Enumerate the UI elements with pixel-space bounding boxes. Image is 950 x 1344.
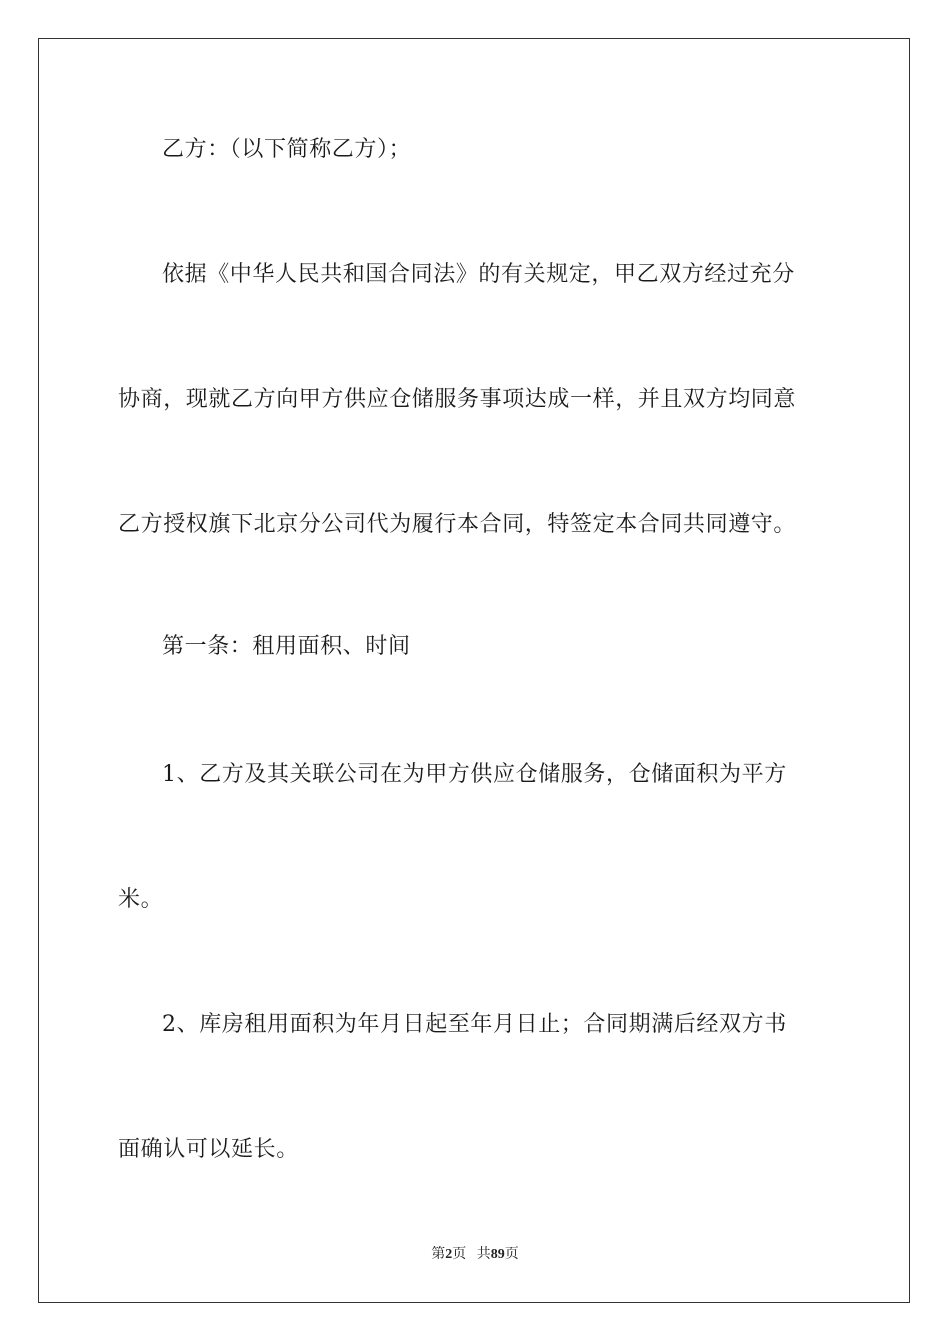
total-prefix: 共: [476, 1247, 491, 1262]
total-page-count: 89: [490, 1247, 505, 1262]
page-border: [38, 38, 910, 1303]
page-footer: [0, 1246, 950, 1264]
page-prefix: 第: [431, 1247, 446, 1262]
text-line-clause-2-cont: 面确认可以延长。: [118, 1137, 299, 1162]
text-line-authorization: 乙方授权旗下北京分公司代为履行本合同，特签定本合同共同遵守。: [118, 512, 797, 537]
section-heading-article-1: 第一条：租用面积、时间: [162, 634, 411, 659]
text-line-clause-1: 1、乙方及其关联公司在为甲方供应仓储服务，仓储面积为平方: [162, 762, 787, 787]
current-page-number: 2: [445, 1247, 453, 1262]
text-line-negotiation: 协商，现就乙方向甲方供应仓储服务事项达成一样，并且双方均同意: [118, 387, 797, 412]
text-line-clause-1-cont: 米。: [118, 887, 164, 912]
page-suffix: 页: [452, 1247, 467, 1262]
total-suffix: 页: [504, 1247, 519, 1262]
text-line-basis: 依据《中华人民共和国合同法》的有关规定，甲乙双方经过充分: [162, 262, 795, 287]
text-line-clause-2: 2、库房租用面积为年月日起至年月日止；合同期满后经双方书: [162, 1012, 787, 1037]
text-line-party-b: 乙方：（以下简称乙方）；: [162, 137, 412, 162]
